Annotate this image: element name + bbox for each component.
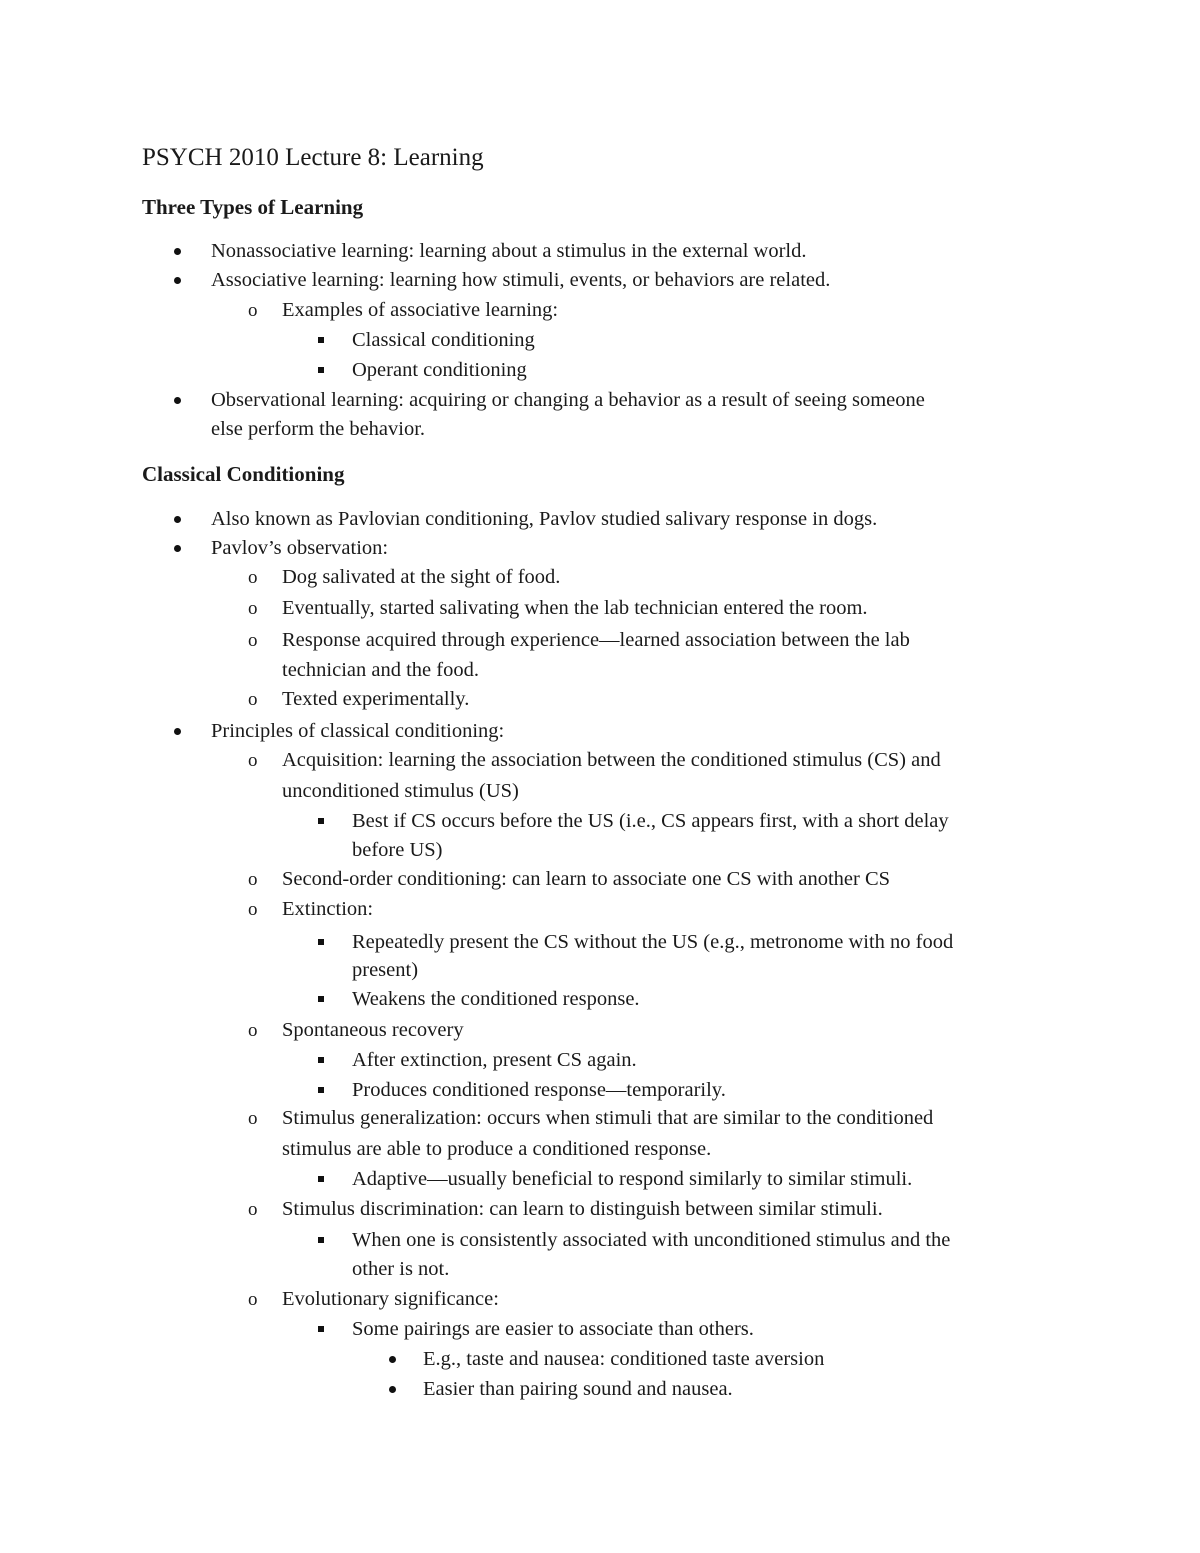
bullet-dot-icon <box>174 237 181 266</box>
bullet-square-icon <box>318 1315 324 1344</box>
bullet-dot-icon <box>174 266 181 295</box>
bullet-circle-icon: o <box>248 1108 258 1129</box>
section-heading-classical-conditioning: Classical Conditioning <box>142 462 345 486</box>
bullet-circle-icon: o <box>248 869 258 890</box>
bullet-square-icon <box>318 1226 324 1255</box>
bullet-circle-icon: o <box>248 899 258 920</box>
bullet-circle-icon: o <box>248 750 258 771</box>
bullet-circle-icon: o <box>248 1020 258 1041</box>
bullet-circle-icon: o <box>248 630 258 651</box>
bullet-circle-icon: o <box>248 567 258 588</box>
bullet-square-icon <box>318 1165 324 1194</box>
bullet-circle-icon: o <box>248 300 258 321</box>
bullet-square-icon <box>318 1076 324 1105</box>
bullet-square-icon <box>318 356 324 385</box>
bullet-square-icon <box>318 928 324 957</box>
bullet-dot-icon <box>174 505 181 534</box>
document-page: PSYCH 2010 Lecture 8: Learning Three Types of Learning Nonassociative learning: learning about a stimulus in the external world. Associative learning: learning how stimuli, events, or behaviors are related. o Examples of associative learning: Classical conditioning Operant conditioning Observational learning: acquiring or changing a behavior as a result of seeing someone else perform the behavior. Classical Conditioning Also known as Pavlovian conditioning, Pavlov studied salivary response in dogs. Pavlov’s observation: o Dog salivated at the sight of food. o Eventually, started salivating when the lab technician entered the room. o Response acquired through experience—learned association between the lab technician and the food. o Texted experimentally. Principles of classical conditioning: o Acquisition: learning the association between the conditioned stimulus (CS) and unconditioned stimulus (US) Best if CS occurs before the US (i.e., CS appears first, with a short delay before US) o Second-order conditioning: can learn to associate one CS with another CS o Extinction: Repeatedly present the CS without the US (e.g., metronome with no food present) Weakens the conditioned response. o Spontaneous recovery After extinction, present CS again. Produces conditioned response—temporarily. o Stimulus generalization: occurs when stimuli that are similar to the conditioned stimulus are able to produce a conditioned response. Adaptive—usually beneficial to respond similarly to similar stimuli. o Stimulus discrimination: can learn to distinguish between similar stimuli. When one is consistently associated with unconditioned stimulus and the other is not. o Evolutionary significance: Some pairings are easier to associate than others. E.g., taste and nausea: conditioned taste aversion Easier than pairing sound and nausea. <box>0 0 1200 1553</box>
bullet-circle-icon: o <box>248 1199 258 1220</box>
bullet-square-icon <box>318 1046 324 1075</box>
bullet-square-icon <box>318 807 324 836</box>
bullet-square-icon <box>318 326 324 355</box>
bullet-circle-icon: o <box>248 1289 258 1310</box>
document-title: PSYCH 2010 Lecture 8: Learning <box>142 144 484 171</box>
bullet-dot-icon <box>174 534 181 563</box>
bullet-square-icon <box>318 985 324 1014</box>
bullet-circle-icon: o <box>248 598 258 619</box>
bullet-dot-icon <box>174 386 181 415</box>
bullet-circle-icon: o <box>248 689 258 710</box>
bullet-dot-icon <box>389 1375 396 1404</box>
bullet-dot-icon <box>389 1345 396 1374</box>
bullet-dot-icon <box>174 717 181 746</box>
section-heading-three-types: Three Types of Learning <box>142 195 364 219</box>
